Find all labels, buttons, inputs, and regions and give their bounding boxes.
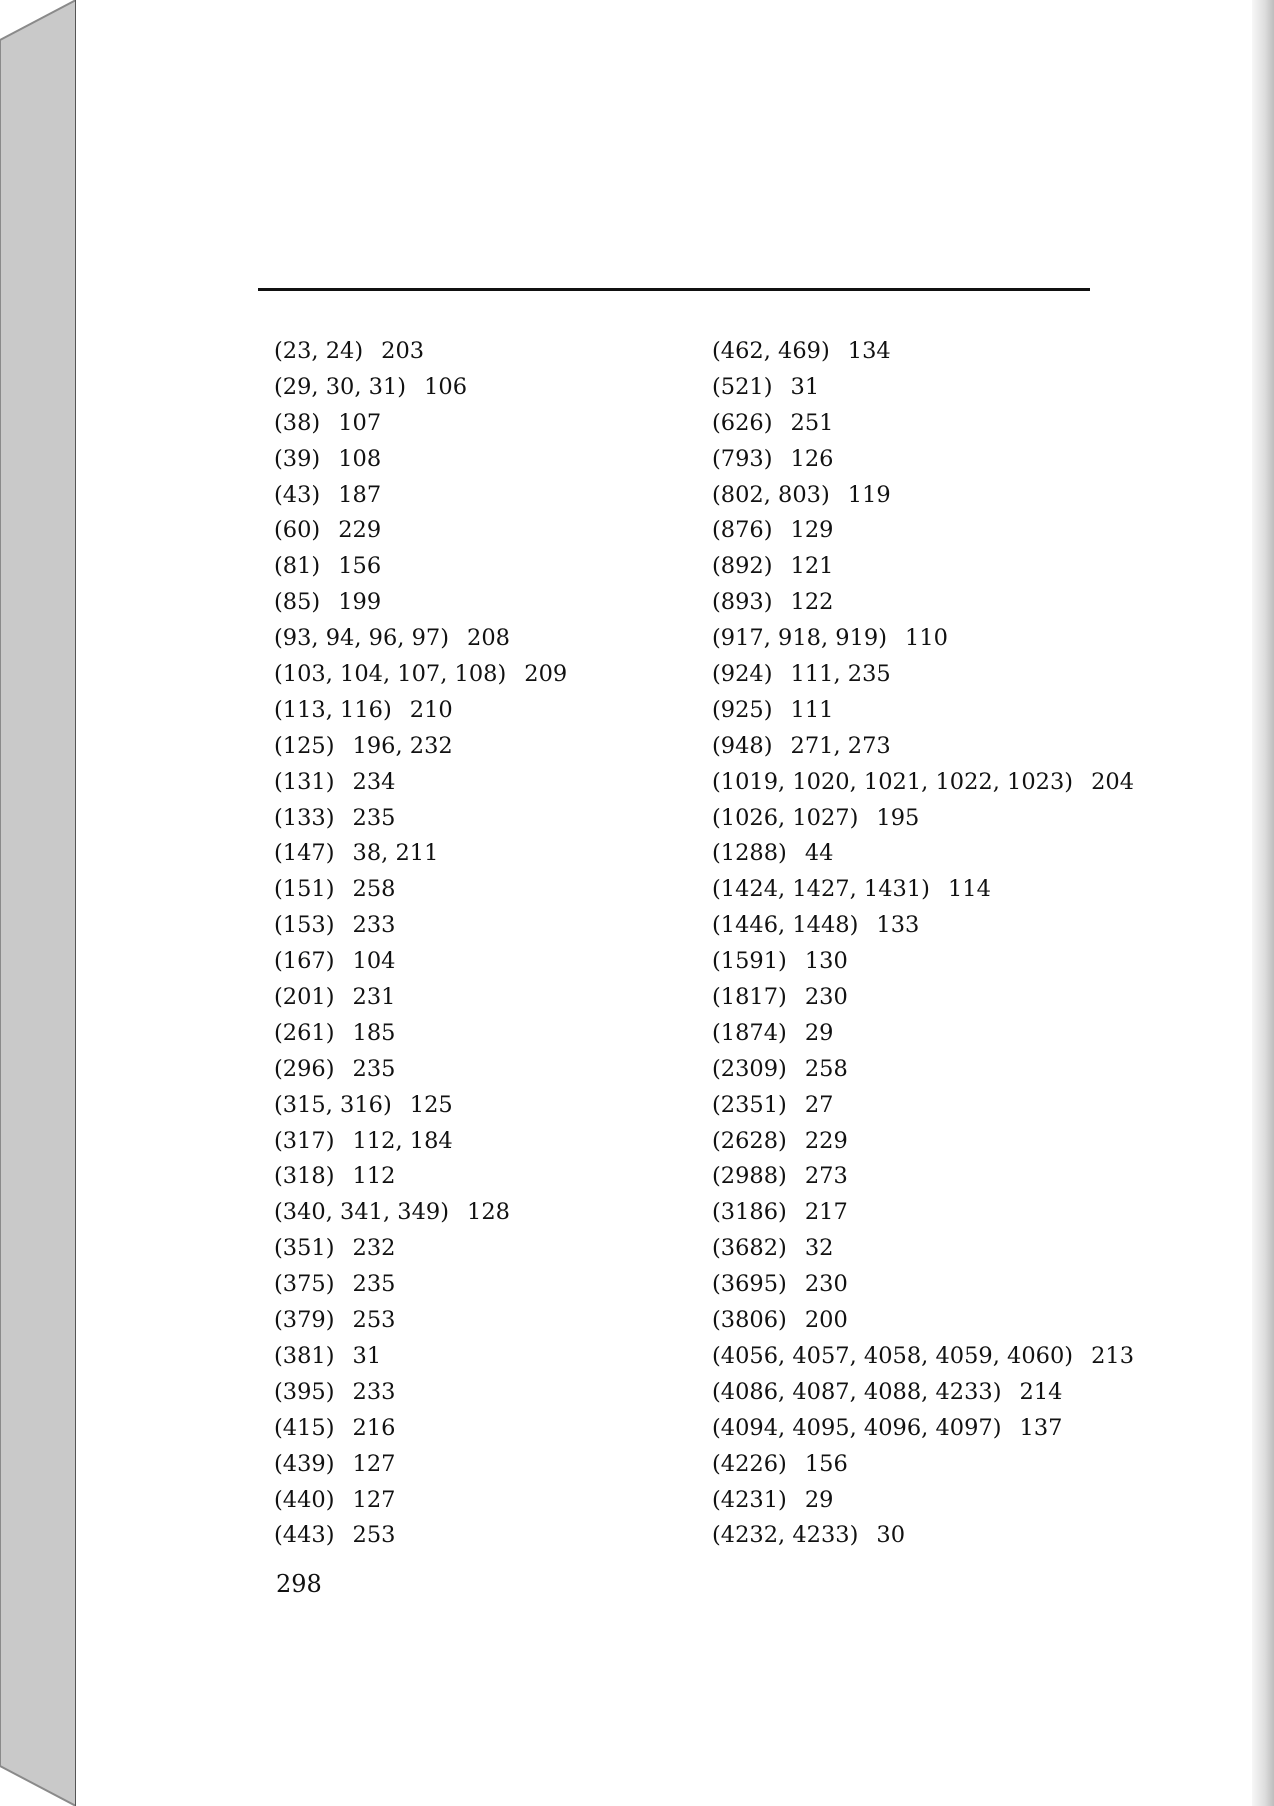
entry-pages: 126	[790, 445, 834, 472]
entry-pages: 104	[352, 948, 396, 975]
index-entry	[712, 333, 1134, 369]
entry-reference: (23, 24)	[274, 338, 364, 364]
entry-reference: (318)	[274, 1163, 335, 1190]
entry-pages: 38, 211	[352, 840, 439, 867]
entry-pages: 29	[804, 1486, 834, 1513]
entry-reference: (1591)	[712, 948, 787, 975]
entry-pages: 235	[352, 1055, 396, 1082]
entry-pages: 232	[352, 1235, 396, 1262]
entry-reference: (793)	[712, 445, 773, 472]
entry-reference: (43)	[274, 481, 321, 508]
index-entry	[274, 548, 567, 584]
index-entry	[274, 835, 567, 871]
entry-pages: 253	[352, 1522, 396, 1549]
index-entry	[274, 1123, 567, 1159]
entry-pages: 195	[876, 804, 920, 831]
entry-pages: 156	[338, 553, 382, 580]
index-entry	[712, 907, 1134, 943]
entry-pages: 30	[876, 1522, 906, 1549]
entry-reference: (4231)	[712, 1486, 787, 1513]
entry-pages: 32	[804, 1235, 834, 1262]
index-entry	[712, 1051, 1134, 1087]
entry-pages: 229	[338, 517, 382, 544]
entry-pages: 208	[467, 625, 510, 652]
index-entry	[274, 871, 567, 907]
entry-reference: (2351)	[712, 1091, 787, 1118]
entry-pages: 203	[381, 338, 425, 364]
entry-pages: 111	[790, 696, 834, 723]
index-entry	[274, 1158, 567, 1194]
entry-pages: 122	[790, 589, 834, 616]
entry-reference: (3682)	[712, 1235, 787, 1262]
entry-reference: (925)	[712, 696, 773, 723]
page-number: 298	[276, 1570, 322, 1598]
entry-pages: 200	[804, 1307, 848, 1334]
entry-reference: (340, 341, 349)	[274, 1199, 450, 1226]
entry-reference: (415)	[274, 1414, 335, 1441]
entry-reference: (917, 918, 919)	[712, 625, 888, 652]
entry-reference: (4232, 4233)	[712, 1522, 859, 1549]
entry-pages: 273	[804, 1163, 848, 1190]
index-entry	[274, 1446, 567, 1482]
entry-pages: 137	[1019, 1414, 1063, 1441]
index-entry	[712, 835, 1134, 871]
index-entry	[712, 656, 1134, 692]
index-entry	[712, 764, 1134, 800]
index-entry	[274, 1517, 567, 1553]
entry-reference: (125)	[274, 732, 335, 759]
entry-reference: (151)	[274, 876, 335, 903]
index-entry	[712, 584, 1134, 620]
index-entry	[274, 1338, 567, 1374]
entry-pages: 125	[409, 1091, 453, 1118]
entry-pages: 230	[804, 1271, 848, 1298]
entry-reference: (133)	[274, 804, 335, 831]
entry-pages: 27	[804, 1091, 834, 1118]
entry-pages: 127	[352, 1486, 396, 1513]
entry-reference: (439)	[274, 1450, 335, 1477]
entry-pages: 199	[338, 589, 382, 616]
entry-reference: (381)	[274, 1342, 335, 1369]
entry-pages: 29	[804, 1019, 834, 1046]
entry-reference: (395)	[274, 1378, 335, 1405]
entry-pages: 258	[804, 1055, 848, 1082]
index-entry	[712, 692, 1134, 728]
index-entry	[712, 1517, 1134, 1553]
entry-reference: (201)	[274, 984, 335, 1011]
entry-reference: (296)	[274, 1055, 335, 1082]
entry-pages: 108	[338, 445, 382, 472]
entry-pages: 253	[352, 1307, 396, 1334]
index-entry	[712, 1158, 1134, 1194]
entry-pages: 185	[352, 1019, 396, 1046]
entry-pages: 204	[1091, 768, 1135, 795]
index-column-right	[712, 333, 1134, 1553]
entry-reference: (317)	[274, 1127, 335, 1154]
index-entry	[712, 369, 1134, 405]
entry-reference: (893)	[712, 589, 773, 616]
index-entry	[274, 943, 567, 979]
index-entry	[712, 800, 1134, 836]
index-entry	[712, 1087, 1134, 1123]
entry-reference: (2628)	[712, 1127, 787, 1154]
index-entry	[274, 620, 567, 656]
entry-reference: (2309)	[712, 1055, 787, 1082]
entry-reference: (81)	[274, 553, 321, 580]
entry-pages: 156	[804, 1450, 848, 1477]
entry-pages: 127	[352, 1450, 396, 1477]
index-entry	[712, 1482, 1134, 1518]
entry-reference: (1026, 1027)	[712, 804, 859, 831]
entry-reference: (147)	[274, 840, 335, 867]
index-entry	[712, 441, 1134, 477]
entry-reference: (3695)	[712, 1271, 787, 1298]
index-entry	[274, 512, 567, 548]
entry-pages: 107	[338, 409, 382, 436]
entry-reference: (521)	[712, 373, 773, 400]
entry-reference: (375)	[274, 1271, 335, 1298]
entry-reference: (93, 94, 96, 97)	[274, 625, 449, 652]
index-entry	[274, 728, 567, 764]
entry-reference: (85)	[274, 589, 321, 616]
entry-pages: 213	[1091, 1342, 1135, 1369]
index-entry	[712, 979, 1134, 1015]
entry-pages: 128	[467, 1199, 510, 1226]
entry-pages: 130	[804, 948, 848, 975]
entry-pages: 214	[1019, 1378, 1063, 1405]
entry-pages: 216	[352, 1414, 396, 1441]
index-entry	[274, 1087, 567, 1123]
entry-pages: 129	[790, 517, 834, 544]
index-entry	[712, 1015, 1134, 1051]
entry-pages: 111, 235	[790, 661, 891, 688]
index-entry	[274, 1374, 567, 1410]
index-entry	[274, 1194, 567, 1230]
index-entry	[274, 441, 567, 477]
index-entry	[274, 907, 567, 943]
index-entry	[712, 1266, 1134, 1302]
entry-pages: 121	[790, 553, 834, 580]
index-entry	[712, 1410, 1134, 1446]
entry-reference: (4094, 4095, 4096, 4097)	[712, 1414, 1002, 1441]
entry-reference: (3806)	[712, 1307, 787, 1334]
entry-reference: (29, 30, 31)	[274, 373, 407, 400]
index-entry	[274, 1051, 567, 1087]
entry-reference: (167)	[274, 948, 335, 975]
entry-pages: 235	[352, 804, 396, 831]
entry-pages: 233	[352, 1378, 396, 1405]
entry-reference: (4086, 4087, 4088, 4233)	[712, 1378, 1002, 1405]
entry-pages: 187	[338, 481, 382, 508]
entry-reference: (38)	[274, 409, 321, 436]
entry-reference: (351)	[274, 1235, 335, 1262]
entry-reference: (131)	[274, 768, 335, 795]
entry-reference: (60)	[274, 517, 321, 544]
entry-pages: 112	[352, 1163, 396, 1190]
index-entry	[274, 764, 567, 800]
index-entry	[274, 333, 567, 369]
index-entry	[274, 1266, 567, 1302]
entry-pages: 271, 273	[790, 732, 891, 759]
entry-pages: 231	[352, 984, 396, 1011]
entry-reference: (443)	[274, 1522, 335, 1549]
index-entry	[712, 1374, 1134, 1410]
index-entry	[274, 584, 567, 620]
entry-pages: 106	[424, 373, 468, 400]
entry-pages: 44	[804, 840, 834, 867]
index-entry	[274, 1302, 567, 1338]
index-entry	[274, 1482, 567, 1518]
entry-reference: (4226)	[712, 1450, 787, 1477]
entry-reference: (626)	[712, 409, 773, 436]
index-entry	[274, 1410, 567, 1446]
entry-pages: 229	[804, 1127, 848, 1154]
index-entry	[712, 943, 1134, 979]
index-entry	[712, 512, 1134, 548]
index-entry	[712, 871, 1134, 907]
book-spine	[0, 0, 76, 1806]
entry-reference: (802, 803)	[712, 481, 830, 508]
entry-reference: (103, 104, 107, 108)	[274, 661, 507, 688]
entry-pages: 233	[352, 912, 396, 939]
entry-reference: (113, 116)	[274, 696, 392, 723]
entry-reference: (39)	[274, 445, 321, 472]
entry-pages: 31	[790, 373, 820, 400]
entry-reference: (440)	[274, 1486, 335, 1513]
index-entry	[712, 1302, 1134, 1338]
entry-pages: 258	[352, 876, 396, 903]
entry-pages: 210	[409, 696, 453, 723]
index-entry	[274, 692, 567, 728]
entry-pages: 234	[352, 768, 396, 795]
entry-reference: (1446, 1448)	[712, 912, 859, 939]
index-entry	[274, 1230, 567, 1266]
index-column-left	[274, 333, 567, 1553]
entry-pages: 114	[947, 876, 991, 903]
index-entry	[712, 1194, 1134, 1230]
index-entry	[712, 728, 1134, 764]
entry-pages: 31	[352, 1342, 382, 1369]
entry-pages: 217	[804, 1199, 848, 1226]
entry-reference: (1424, 1427, 1431)	[712, 876, 930, 903]
entry-pages: 251	[790, 409, 834, 436]
entry-reference: (379)	[274, 1307, 335, 1334]
entry-reference: (153)	[274, 912, 335, 939]
index-entry	[712, 477, 1134, 513]
index-entry	[712, 1446, 1134, 1482]
entry-reference: (261)	[274, 1019, 335, 1046]
entry-pages: 133	[876, 912, 920, 939]
index-entry	[274, 656, 567, 692]
header-rule	[258, 288, 1090, 291]
entry-pages: 119	[847, 481, 891, 508]
entry-pages: 134	[847, 338, 891, 364]
entry-reference: (892)	[712, 553, 773, 580]
page-edge-shadow	[1252, 0, 1274, 1806]
entry-pages: 112, 184	[352, 1127, 453, 1154]
index-entry	[712, 548, 1134, 584]
index-entry	[712, 1230, 1134, 1266]
entry-reference: (3186)	[712, 1199, 787, 1226]
index-entry	[274, 979, 567, 1015]
entry-reference: (1874)	[712, 1019, 787, 1046]
index-entry	[712, 620, 1134, 656]
index-entry	[712, 1338, 1134, 1374]
entry-reference: (1288)	[712, 840, 787, 867]
entry-reference: (4056, 4057, 4058, 4059, 4060)	[712, 1342, 1074, 1369]
entry-reference: (948)	[712, 732, 773, 759]
entry-pages: 230	[804, 984, 848, 1011]
entry-reference: (462, 469)	[712, 338, 830, 364]
entry-reference: (1817)	[712, 984, 787, 1011]
entry-pages: 110	[905, 625, 948, 652]
index-entry	[712, 1123, 1134, 1159]
entry-reference: (315, 316)	[274, 1091, 392, 1118]
entry-reference: (1019, 1020, 1021, 1022, 1023)	[712, 768, 1074, 795]
entry-pages: 209	[524, 661, 568, 688]
entry-reference: (876)	[712, 517, 773, 544]
index-entry	[274, 405, 567, 441]
entry-pages: 235	[352, 1271, 396, 1298]
entry-pages: 196, 232	[352, 732, 453, 759]
index-entry	[274, 369, 567, 405]
index-entry	[274, 1015, 567, 1051]
index-entry	[274, 800, 567, 836]
index-entry	[712, 405, 1134, 441]
entry-reference: (2988)	[712, 1163, 787, 1190]
entry-reference: (924)	[712, 661, 773, 688]
index-entry	[274, 477, 567, 513]
